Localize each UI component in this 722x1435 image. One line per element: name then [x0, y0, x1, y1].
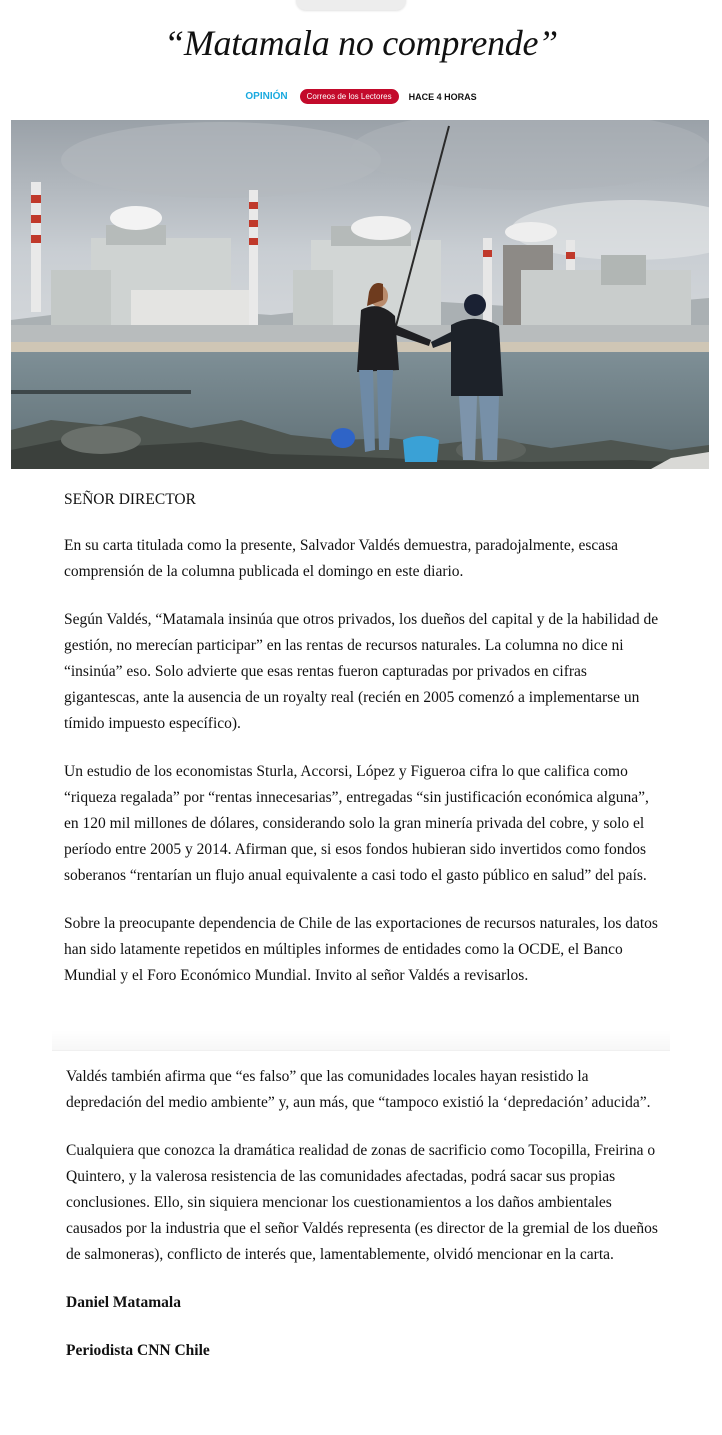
content-divider [52, 1030, 670, 1051]
article-body-continued [66, 1064, 666, 1386]
signature-title: Periodista CNN Chile [66, 1342, 210, 1359]
article-headline: “Matamala no comprende” [164, 23, 558, 63]
article-body [64, 487, 664, 1011]
paragraph: Sobre la preocupante dependencia de Chile de las exportaciones de recursos naturales, los datos han sido latamente repetidos en múltiples informes de entidades como la OCDE, el Banco Mundial y el Foro Económico Mundial. Invito al señor Valdés a revisarlos. [64, 915, 658, 984]
signature-name: Daniel Matamala [66, 1294, 181, 1311]
article-meta [0, 89, 722, 104]
category-tag[interactable]: Correos de los Lectores [300, 89, 399, 104]
paragraph: Valdés también afirma que “es falso” que las comunidades locales hayan resistido la depredación del medio ambiente” y, aun más, que “tampoco existió la ‘depredación’ aducida”. [66, 1068, 651, 1111]
publish-time: HACE 4 HORAS [408, 91, 477, 102]
paragraph: En su carta titulada como la presente, Salvador Valdés demuestra, paradojalmente, escasa comprensión de la columna publicada el domingo en este diario. [64, 537, 619, 580]
paragraph: Según Valdés, “Matamala insinúa que otros privados, los dueños del capital y de la habilidad de gestión, no merecían participar” en las rentas de recursos naturales. La columna no dice ni “insinúa” eso. Solo advierte que esas rentas fueron capturadas por privados en cifras gigantescas, ante la ausencia de un royalty real (recién en 2005 comenzó a implementarse un tímido impuesto específico). [64, 611, 659, 732]
top-handle [296, 0, 406, 10]
salutation: SEÑOR DIRECTOR [64, 491, 196, 508]
paragraph: Cualquiera que conozca la dramática realidad de zonas de sacrificio como Tocopilla, Freirina o Quintero, y la valerosa resistencia de las comunidades afectadas, podrá sacar sus propias conclusiones. Ello, sin siquiera mencionar los cuestionamientos a los daños ambientales causados por la industria que el señor Valdés representa (es director de la gremial de los dueños de salmoneras), conflicto de interés que, lamentablemente, olvidó mencionar en la carta. [66, 1142, 658, 1263]
section-link[interactable]: OPINIÓN [245, 91, 288, 102]
hero-photo [11, 120, 709, 469]
paragraph: Un estudio de los economistas Sturla, Accorsi, López y Figueroa cifra lo que califica como “riqueza regalada” por “rentas innecesarias”, entregadas “sin justificación económica alguna”, en 120 mil millones de dólares, considerando solo la gran minería privada del cobre, y solo el período entre 2005 y 2014. Afirman que, si esos fondos hubieran sido invertidos como fondos soberanos “rentarían un flujo anual equivalente a casi todo el gasto público en salud” del país. [64, 763, 649, 884]
